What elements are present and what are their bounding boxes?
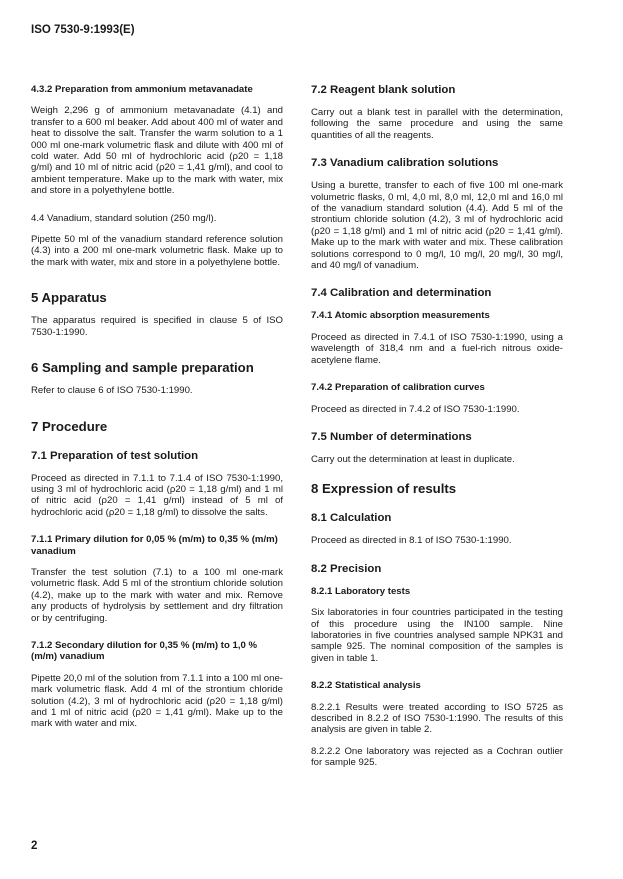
section-4-4-line: 4.4 Vanadium, standard solution (250 mg/l). bbox=[31, 212, 217, 224]
section-7-2-body: Carry out a blank test in parallel with the determination, following the same procedure and using the same quantities of all the reagents. bbox=[311, 107, 563, 141]
section-7-1-2-body: Pipette 20,0 ml of the solution from 7.1.1 into a 100 ml one-mark volumetric flask. Add 4 ml of the strontium chloride solution (4.2), 3 ml of hydrochloric acid (ρ20 = 1,18 g/ml) and 1 ml of nitric acid (ρ20 = 1,41 g/ml). Make up to the mark with water and mix. bbox=[31, 672, 283, 730]
section-8-2-2-1-body: 8.2.2.1 Results were treated according to ISO 5725 as described in 8.2.2 of ISO 7530-1:1990. The results of this analysis are given in table 2. bbox=[311, 701, 563, 736]
section-7-5-body: Carry out the determination at least in duplicate. bbox=[311, 453, 515, 465]
section-7-1-1-body: Transfer the test solution (7.1) to a 100 ml one-mark volumetric flask. Add 5 ml of the strontium chloride solution (4.2), make up to the mark with water and mix. Remove any products of hydrolysis by settlement and dry filtration or by centrifuging. bbox=[31, 566, 283, 624]
page-number: 2 bbox=[31, 840, 38, 852]
section-7-4-title: 7.4 Calibration and determination bbox=[311, 287, 492, 300]
section-7-4-2-body: Proceed as directed in 7.4.2 of ISO 7530-1:1990. bbox=[311, 403, 520, 415]
section-7-3-body: Using a burette, transfer to each of five 100 ml one-mark volumetric flasks, 0 ml, 4,0 ml, 8,0 ml, 12,0 ml and 16,0 ml of the vanadium standard solution (4.4). Add 5 ml of the strontium chloride solution (4.2), 3 ml of hydrochloric acid (ρ20 = 1,18 g/ml) and 1 ml of nitric acid (ρ20 = 1,41 g/ml). Make up to the mark with water and mix. These calibration solutions correspond to 0 mg/l, 10 mg/l, 20 mg/l, 30 mg/l, and 40 mg/l of vanadium. bbox=[311, 180, 563, 272]
section-7-2-title: 7.2 Reagent blank solution bbox=[311, 84, 456, 96]
section-5-body: The apparatus required is specified in clause 5 of ISO 7530-1:1990. bbox=[31, 315, 283, 338]
section-4-3-2-title: 4.3.2 Preparation from ammonium metavanadate bbox=[31, 84, 253, 95]
section-8-2-2-2-body: 8.2.2.2 One laboratory was rejected as a Cochran outlier for sample 925. bbox=[311, 745, 563, 769]
section-6-body: Refer to clause 6 of ISO 7530-1:1990. bbox=[31, 385, 193, 397]
section-7-3-title: 7.3 Vanadium calibration solutions bbox=[311, 157, 499, 170]
left-column bbox=[31, 84, 283, 730]
section-8-1-title: 8.1 Calculation bbox=[311, 512, 392, 525]
section-7-1-title: 7.1 Preparation of test solution bbox=[31, 449, 199, 462]
section-7-title: 7 Procedure bbox=[31, 418, 108, 434]
section-6-title: 6 Sampling and sample preparation bbox=[31, 360, 254, 376]
right-column bbox=[311, 84, 563, 769]
section-8-1-body: Proceed as directed in 8.1 of ISO 7530-1:1990. bbox=[311, 535, 512, 547]
section-4-4-body: Pipette 50 ml of the vanadium standard reference solution (4.3) into a 200 ml one-mark volumetric flask. Make up to the mark with water, mix and store in a polyethylene bottle. bbox=[31, 234, 283, 268]
section-7-4-1-title: 7.4.1 Atomic absorption measurements bbox=[311, 310, 490, 322]
section-7-4-1-body: Proceed as directed in 7.4.1 of ISO 7530-1:1990, using a wavelength of 318,4 nm and a fuel-rich nitrous oxide-acetylene flame. bbox=[311, 331, 563, 366]
section-8-2-2-title: 8.2.2 Statistical analysis bbox=[311, 680, 421, 692]
section-7-1-body: Proceed as directed in 7.1.1 to 7.1.4 of ISO 7530-1:1990, using 3 ml of hydrochloric acid (ρ20 = 1,18 g/ml) and 1 ml of nitric acid (ρ20 = 1,41 g/ml) instead of 5 ml of hydrochloric acid (ρ20 = 1,18 g/ml) to dissolve the salts. bbox=[31, 472, 283, 518]
section-4-3-2-body: Weigh 2,296 g of ammonium metavanadate (4.1) and transfer to a 600 ml beaker. Add about 400 ml of water and heat to dissolve the salt. Transfer the warm solution to a 1 000 ml one-mark volumetric flask and dilute with 400 ml of cold water. Add 50 ml of hydrochloric acid (ρ20 = 1,18 g/ml) and 10 ml of nitric acid (ρ20 = 1,41 g/ml), and cool to ambient temperature. Make up to the mark with water, mix and store in a polyethylene bottle. bbox=[31, 105, 283, 197]
section-5-title: 5 Apparatus bbox=[31, 290, 107, 306]
section-7-5-title: 7.5 Number of determinations bbox=[311, 430, 472, 443]
document-header: ISO 7530-9:1993(E) bbox=[31, 24, 135, 36]
section-7-4-2-title: 7.4.2 Preparation of calibration curves bbox=[311, 382, 485, 394]
section-7-1-2-title: 7.1.2 Secondary dilution for 0,35 % (m/m) to 1,0 % (m/m) vanadium bbox=[31, 639, 258, 663]
section-8-2-1-body: Six laboratories in four countries participated in the testing of this procedure using the IN100 sample. Nine laboratories in five countries analysed sample NPK31 and sample 925. The nominal composition of the samples is given in table 1. bbox=[311, 607, 563, 664]
section-8-title: 8 Expression of results bbox=[311, 481, 457, 497]
section-8-2-title: 8.2 Precision bbox=[311, 562, 382, 575]
section-7-1-1-title: 7.1.1 Primary dilution for 0,05 % (m/m) to 0,35 % (m/m) vanadium bbox=[31, 534, 278, 557]
section-8-2-1-title: 8.2.1 Laboratory tests bbox=[311, 585, 411, 597]
